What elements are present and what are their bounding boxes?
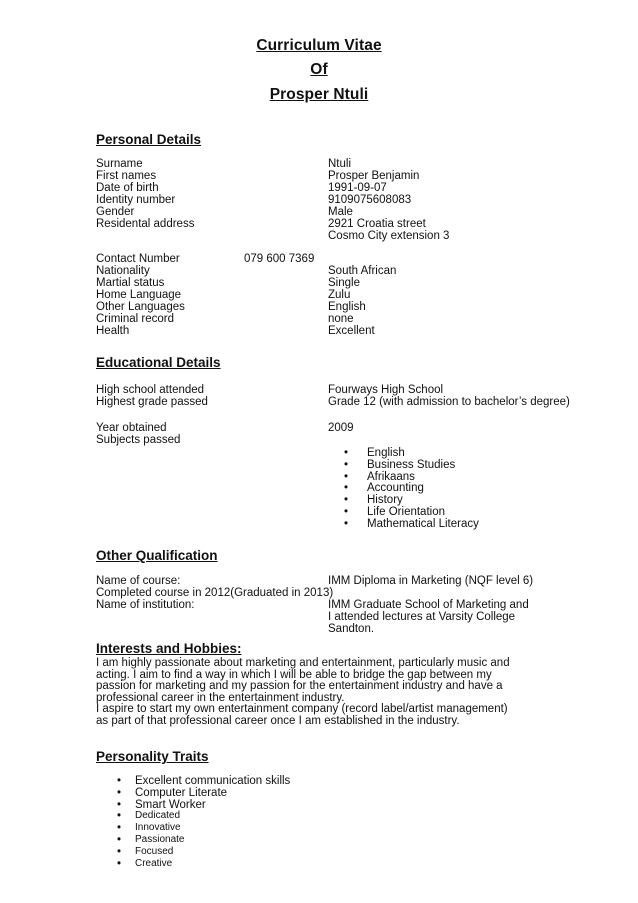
subject-text: History xyxy=(367,494,403,507)
nationality-label: Nationality xyxy=(96,265,150,277)
trait-text: Excellent communication skills xyxy=(135,775,291,787)
trait-text: Focused xyxy=(135,845,174,857)
year-obtained-value: 2009 xyxy=(328,422,354,434)
other-languages-label: Other Languages xyxy=(96,301,185,313)
trait-text: Dedicated xyxy=(135,810,181,822)
address-line2: Cosmo City extension 3 xyxy=(328,230,450,242)
address-label: Residental address xyxy=(96,218,195,230)
institution-line2: I attended lectures at Varsity College xyxy=(328,611,516,623)
trait-text: Creative xyxy=(135,857,173,869)
nationality-value: South African xyxy=(328,265,397,277)
dob-label: Date of birth xyxy=(96,182,159,194)
surname-value: Ntuli xyxy=(328,158,352,170)
highest-grade-value: Grade 12 (with admission to bachelor’s degree) xyxy=(328,396,570,408)
interests-line: I aspire to start my own entertainment company (record label/artist management) xyxy=(96,703,508,716)
gender-value: Male xyxy=(328,206,353,218)
qualification-heading: Other Qualification xyxy=(96,548,218,563)
personal-details-heading: Personal Details xyxy=(96,132,202,147)
marital-status-label: Martial status xyxy=(96,277,165,289)
traits-heading: Personality Traits xyxy=(96,749,209,764)
subject-text: Afrikaans xyxy=(367,470,415,483)
health-value: Excellent xyxy=(328,325,375,337)
cv-title-name: Prosper Ntuli xyxy=(269,86,369,103)
bullet-icon: • xyxy=(344,482,349,495)
other-languages-value: English xyxy=(328,301,366,313)
highest-grade-label: Highest grade passed xyxy=(96,396,208,408)
institution-line3: Sandton. xyxy=(328,623,375,635)
subjects-passed-label: Subjects passed xyxy=(96,434,181,446)
interests-line: professional career in the entertainment industry. xyxy=(96,691,345,704)
first-names-value: Prosper Benjamin xyxy=(328,170,420,182)
bullet-icon: • xyxy=(117,810,122,823)
year-obtained-label: Year obtained xyxy=(96,422,167,434)
interests-line: I am highly passionate about marketing and entertainment, particularly music and xyxy=(96,657,510,669)
home-language-value: Zulu xyxy=(328,289,351,301)
cv-title-of: Of xyxy=(310,61,328,78)
interests-paragraph xyxy=(96,658,546,728)
trait-text: Innovative xyxy=(135,822,181,834)
high-school-value: Fourways High School xyxy=(328,384,444,396)
marital-status-value: Single xyxy=(328,277,360,289)
bullet-icon: • xyxy=(117,833,122,846)
interests-line: as part of that professional career once I am established in the industry. xyxy=(96,714,460,727)
health-label: Health xyxy=(96,325,130,337)
subject-text: Mathematical Literacy xyxy=(367,517,479,530)
bullet-icon: • xyxy=(344,447,349,459)
interests-line: passion for marketing and my passion for the entertainment industry and have a xyxy=(96,680,503,693)
contact-value: 079 600 7369 xyxy=(244,253,315,265)
bullet-icon: • xyxy=(344,470,349,483)
bullet-icon: • xyxy=(117,822,122,835)
bullet-icon: • xyxy=(344,458,349,471)
subject-text: Business Studies xyxy=(367,458,456,471)
bullet-icon: • xyxy=(344,505,349,518)
trait-text: Smart Worker xyxy=(135,798,206,811)
dob-value: 1991-09-07 xyxy=(328,182,387,194)
institution-line1: IMM Graduate School of Marketing and xyxy=(328,599,529,611)
surname-label: Surname xyxy=(96,158,143,170)
bullet-icon: • xyxy=(117,845,122,858)
home-language-label: Home Language xyxy=(96,289,182,301)
course-label: Name of course: xyxy=(96,575,181,587)
bullet-icon: • xyxy=(344,494,349,507)
criminal-record-label: Criminal record xyxy=(96,313,174,325)
subject-text: Life Orientation xyxy=(367,505,445,518)
subject-text: Accounting xyxy=(367,482,424,495)
address-line1: 2921 Croatia street xyxy=(328,218,426,230)
bullet-icon: • xyxy=(117,786,122,799)
contact-label: Contact Number xyxy=(96,253,180,265)
completed-text: Completed course in 2012(Graduated in 2013) xyxy=(96,587,334,599)
gender-label: Gender xyxy=(96,206,135,218)
bullet-icon: • xyxy=(117,857,122,870)
course-value: IMM Diploma in Marketing (NQF level 6) xyxy=(328,575,534,587)
trait-text: Computer Literate xyxy=(135,786,228,799)
high-school-label: High school attended xyxy=(96,384,205,396)
trait-text: Passionate xyxy=(135,833,185,845)
criminal-record-value: none xyxy=(328,313,354,325)
first-names-label: First names xyxy=(96,170,157,182)
bullet-icon: • xyxy=(344,517,349,530)
interests-line: acting. I aim to find a way in which I will be able to bridge the gap between my xyxy=(96,668,492,681)
education-heading: Educational Details xyxy=(96,355,221,370)
bullet-icon: • xyxy=(117,775,122,787)
interests-heading: Interests and Hobbies: xyxy=(96,641,242,656)
id-number-value: 9109075608083 xyxy=(328,194,412,206)
bullet-icon: • xyxy=(117,798,122,811)
subject-text: English xyxy=(367,447,405,459)
cv-title: Curriculum Vitae xyxy=(256,37,382,54)
id-number-label: Identity number xyxy=(96,194,176,206)
institution-label: Name of institution: xyxy=(96,599,195,611)
